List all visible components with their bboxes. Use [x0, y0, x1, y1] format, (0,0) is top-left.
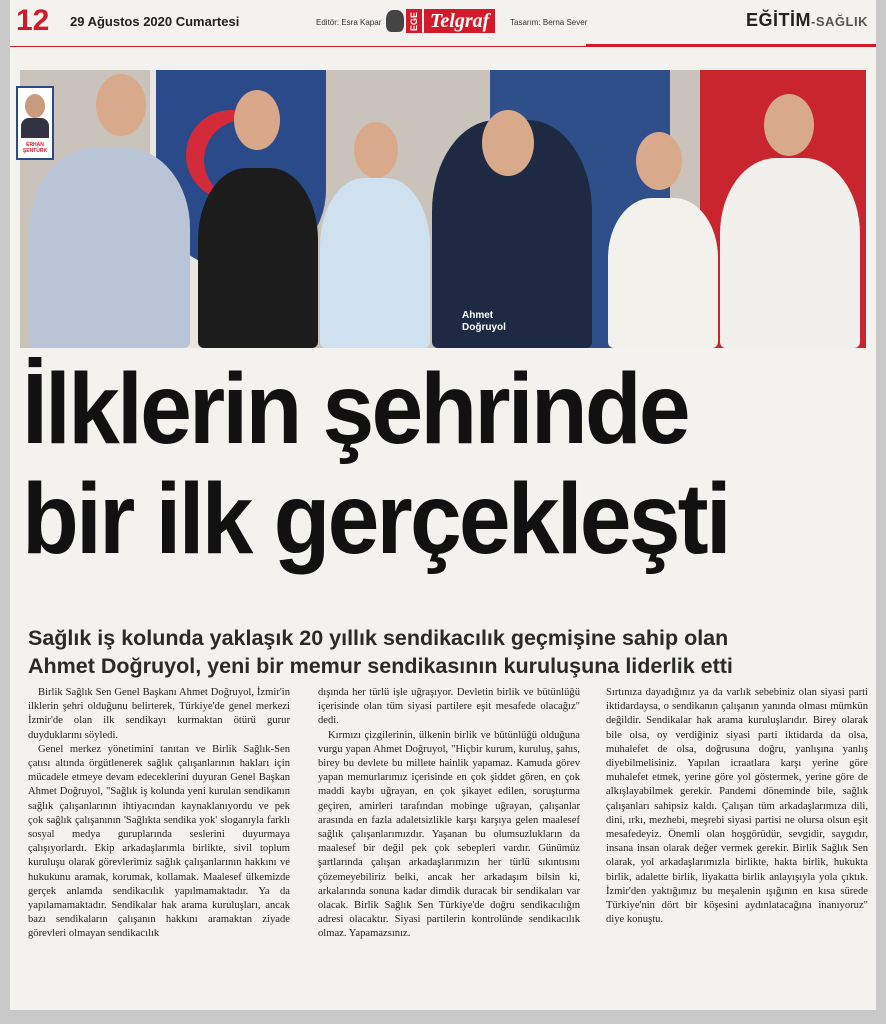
person-1-face	[96, 74, 146, 136]
headline-line-1: İlklerin şehrinde	[22, 353, 688, 465]
deck-line-1: Sağlık iş kolunda yaklaşık 20 yıllık sendikacılık geçmişine sahip olan	[28, 626, 729, 650]
newspaper-page	[10, 0, 876, 1010]
logo-telgraf: Telgraf	[424, 9, 495, 33]
section-main: EĞİTİM	[746, 10, 812, 30]
article-column-1	[28, 686, 290, 942]
person-3-face	[354, 122, 398, 178]
article-body	[28, 686, 868, 996]
person-2-face	[234, 90, 280, 150]
reporter-name: ERHAN ŞENTÜRK	[22, 142, 48, 154]
person-3	[320, 178, 430, 348]
person-2	[198, 168, 318, 348]
logo-head-icon	[386, 10, 404, 32]
paragraph: dışında her türlü işle uğraşıyor. Devletin birlik ve bütünlüğü içerisinde olan tüm siyasi partilere eşit mesafede olacağız" dedi.	[318, 687, 580, 727]
article-column-3	[606, 686, 868, 927]
issue-date: 29 Ağustos 2020 Cumartesi	[70, 14, 240, 29]
person-1	[30, 148, 190, 348]
reporter-face	[25, 94, 45, 118]
person-5-face	[636, 132, 682, 190]
caption-line-1: Ahmet	[462, 310, 494, 321]
page-number: 12	[16, 4, 50, 37]
paragraph: Genel merkez yönetimini tanıtan ve Birlik Sağlık-Sen çatısı altında örgütlenerek sağlık çalışanlarının hakları için mücadele etmeye devam edeceklerini duyuran Genel Başkan Ahmet Doğruyol, "Sağlık iş kolunda yeni kurulan sendikanın sağlık çalışanlarının ihtiyacından kaynaklanıyordu ve pek çok sağlık çalışanının 'Sağlıkta sendika yok' sloganıyla farklı sosyal medya guruplarında seslerini duyurmaya çalışıyorlardı. Ekip arkadaşlarımla birlikte, sivil toplum kuruluşu olarak görevlerimiz sağlık çalışanlarının hakkını ve hukukunu aramak, korumak, kollamak. Maalesef ülkemizde gerçek anlamda sendikacılık yapılmamaktadır. Ya da yapılamamaktadır. Sendikalar hak arama kuruluşları, ancak bazı sendikaların çalışanın hakkını aramaktan ziyade görevleri olmayan sendikacılık	[28, 743, 290, 940]
editor-credit: Editör: Esra Kapar	[316, 18, 382, 27]
deck-line-2: Ahmet Doğruyol, yeni bir memur sendikasının kuruluşuna liderlik etti	[28, 654, 733, 678]
page-header	[10, 0, 876, 46]
deck-subheadline	[28, 624, 878, 680]
masthead-logo	[386, 8, 495, 34]
photo-caption	[462, 310, 506, 334]
headline	[22, 354, 809, 574]
section-title	[746, 10, 868, 31]
headline-line-2: bir ilk gerçekleşti	[22, 463, 729, 575]
header-accent-rule	[586, 44, 876, 47]
caption-line-2: Doğruyol	[462, 322, 506, 333]
paragraph: Sırtınıza dayadığınız ya da varlık sebebiniz olan siyasi parti iktidardaysa, o sendikanın çalışanın yanında olması mümkün değildir. Sendikalar hak arama kuruluşlarıdır. Birey olarak bile olsa, oy verdiğiniz siyasi parti iktidarda da olsa, muhalefet de olsa, doğrusuna doğru, yanlışına yanlış diyebilmelisiniz. Yapılan icraatlara karşı yerine göre muhalefet etmek, yerine göre yol göstermek, yerine göre de alkışlayabilmek gerekir. Pandemi döneminde bile, sağlık çalışanları sahipsiz kaldı. Çalışan tüm arkadaşlarımıza dili, dini, ırkı, mezhebi, meşrebi siyasi partisi ne olursa olsun eşit mesafedeyiz. Önemli olan hoşgörüdür, sevgidir, saygıdır, insana insan olarak değer vermek gerekir. Birlik Sağlık Sen olarak, yol arkadaşlarımızla birlikte, hakta birlik, hukukta birlik, adalette birlik, liyakatta birlik anlayışıyla yola çıktık. İzmir'den yaktığımız bu meşalenin ışığının en kısa sürede Türkiye'nin dört bir köşesini aydınlatacağına inanıyoruz" diye konuştu.	[606, 687, 868, 926]
logo-ege: EGE	[406, 9, 422, 33]
group-photo	[20, 70, 866, 348]
person-6	[720, 158, 860, 348]
section-sub: -SAĞLIK	[811, 14, 868, 29]
paragraph: Birlik Sağlık Sen Genel Başkanı Ahmet Doğruyol, İzmir'in ilklerin şehri olduğunu belirterek, Türkiye'de genel merkezi İzmir'de olan ilk sendikayı kurmaktan ötürü gurur duyduklarını söyledi.	[28, 687, 290, 741]
paragraph: Kırmızı çizgilerinin, ülkenin birlik ve bütünlüğü olduğuna vurgu yapan Ahmet Doğruyol, "Hiçbir kurum, kuruluş, şahıs, birey bu devlete bu millete hainlik yapamaz. Kamuda görev yapan memurlarımız içerisinde en çok şiddet gören, en çok maddi kaybı uğrayan, en çok şikayet edilen, soruşturma geçiren, amirleri tarafından mobinge uğrayan, çalışanlar arasında en fazla adaletsizlikle karşı karşıya gelen maalesef sağlık çalışanlarımızdır. Yaşanan bu olumsuzlukların da maalesef bir değil pek çok sebepleri vardır. Günümüz şartlarında çalışan arkadaşlarımızın her türlü sıkıntısını çözemeyebiliriz belki, ancak her arkadaşım bilsin ki, arkalarında sonuna kadar dimdik duracak bir sendikaları var olacak. Birlik Sağlık Sen Türkiye'de doğru sendikacılığın adresi olacaktır. Siyasi partilerin kontrolünde sendikacılık olmaz. Yapamazsınız.	[318, 729, 580, 940]
reporter-avatar	[16, 86, 54, 160]
person-5	[608, 198, 718, 348]
reporter-body	[21, 118, 49, 138]
designer-credit: Tasarım: Berna Sever	[510, 18, 588, 27]
person-4-face	[482, 110, 534, 176]
person-6-face	[764, 94, 814, 156]
article-column-2	[318, 686, 580, 942]
